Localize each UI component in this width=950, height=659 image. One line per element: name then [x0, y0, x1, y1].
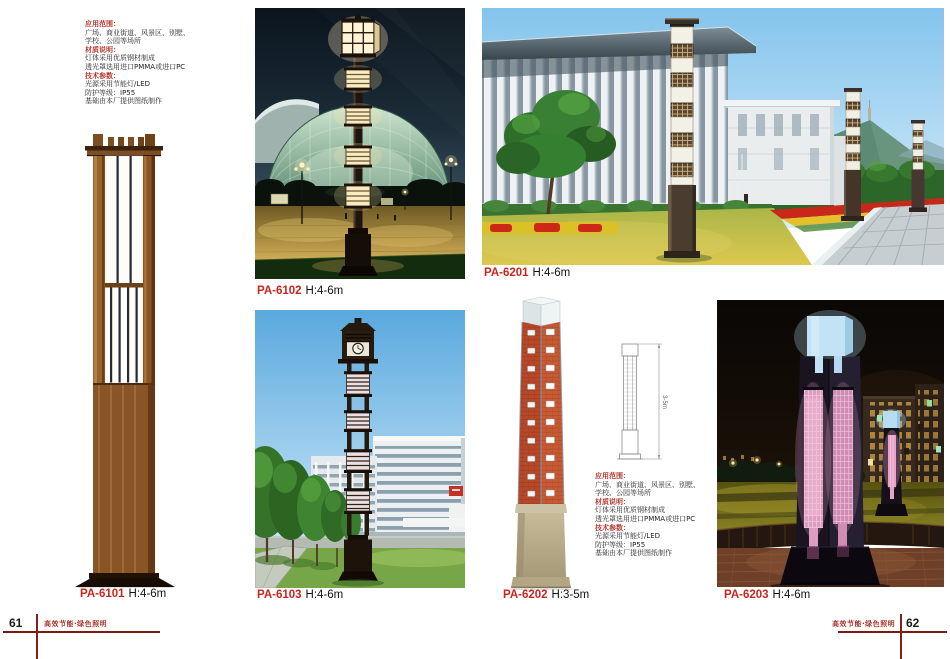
- pa6202-product-illustration: [492, 294, 600, 590]
- product-label-pa6101: [80, 588, 166, 600]
- lamp-louver-band: [344, 410, 372, 432]
- product-code: PA-6201: [484, 267, 529, 279]
- lamp-louver-band: [344, 488, 372, 514]
- lit-billboard: [271, 194, 288, 204]
- product-label-pa6102: [257, 285, 343, 297]
- spec-app-title: 应用范围：: [85, 20, 120, 28]
- lamp-louver-band: [344, 449, 372, 473]
- pa6202-dimension-drawing: [610, 342, 672, 462]
- spec-line: 灯体采用优质钢材制成: [85, 54, 155, 63]
- lamp-base: [780, 547, 880, 585]
- lamp-base: [344, 540, 372, 577]
- spec-line: 光源采用节能灯/LED: [595, 532, 661, 541]
- lamp-louver-band: [334, 103, 382, 129]
- pink-light-panel: [833, 390, 853, 524]
- pedestrian-silhouette: [345, 213, 347, 219]
- dimension-line: [638, 344, 662, 459]
- product-code: PA-6102: [257, 285, 302, 297]
- product-label-pa6203: [724, 589, 810, 601]
- spec-mat-title: 材质说明：: [595, 497, 630, 506]
- spec-line: 透光罩选用进口PMMA或进口PC: [85, 62, 186, 71]
- spec-line: 广场、商业街道、风景区、别墅、: [595, 480, 700, 489]
- product-label-pa6201: [484, 267, 570, 279]
- lamp-wood-column: [93, 383, 155, 573]
- frosted-top-cube: [523, 297, 560, 326]
- spec-line: 学校、公园等场所: [595, 489, 651, 498]
- lamp-louver-band: [334, 181, 382, 211]
- pa6101-product-illustration: [70, 130, 180, 588]
- spec-line: 防护等级：IP55: [85, 88, 136, 97]
- pa6102-photo: [255, 8, 465, 279]
- footer-slogan-left: 高效节能·绿色照明: [44, 620, 108, 628]
- page-number-left: 61: [9, 616, 23, 630]
- footer-rule-right: [838, 631, 947, 633]
- product-code: PA-6101: [80, 588, 125, 600]
- lamp-base: [668, 185, 696, 251]
- product-label-pa6103: [257, 589, 343, 601]
- spec-mat-title: 材质说明：: [85, 45, 120, 54]
- footer-rule-left: [3, 631, 160, 633]
- pedestrian-silhouette: [377, 214, 379, 219]
- spec-app-title: 应用范围：: [595, 472, 630, 480]
- lit-billboard: [381, 198, 393, 205]
- spec-block-left: [85, 20, 210, 106]
- footer-slogan-right: 高效节能·绿色照明: [832, 620, 896, 628]
- spec-line: 基础由本厂提供图纸制作: [85, 97, 162, 106]
- spec-line: 学校、公园等场所: [85, 37, 141, 46]
- pa6203-photo: [717, 300, 944, 587]
- spec-block-right: [595, 472, 720, 558]
- stone-pedestal: [509, 504, 573, 590]
- spec-line: 广场、商业街道、风景区、别墅、: [85, 28, 190, 37]
- lamp-head-lantern: [342, 22, 374, 54]
- spec-line: 基础由本厂提供图纸制作: [595, 549, 672, 558]
- dimension-text: 3-5m: [661, 395, 667, 409]
- pa6103-photo: [255, 310, 465, 588]
- product-height: H:4-6m: [128, 588, 167, 600]
- product-code: PA-6103: [257, 589, 302, 601]
- footer-divider-right: [900, 614, 902, 659]
- lamp-base: [75, 573, 175, 588]
- lamp-base: [345, 234, 371, 268]
- product-height: H:4-6m: [772, 589, 811, 601]
- product-label-pa6202: [503, 589, 589, 601]
- pa6201-photo: [482, 8, 944, 265]
- pedestrian-silhouette: [394, 215, 396, 221]
- product-code: PA-6202: [503, 589, 548, 601]
- brick-tower-body: [516, 320, 566, 510]
- spec-tech-title: 技术参数：: [85, 71, 120, 80]
- page-number-right: 62: [906, 616, 920, 630]
- spec-tech-title: 技术参数：: [595, 523, 630, 532]
- lamp-louver-band: [334, 143, 382, 169]
- product-code: PA-6203: [724, 589, 769, 601]
- footer-divider-left: [36, 614, 38, 659]
- product-height: H:4-6m: [305, 285, 344, 297]
- lamp-louver-band: [334, 65, 382, 93]
- spec-line: 光源采用节能灯/LED: [85, 80, 151, 89]
- spec-line: 灯体采用优质钢材制成: [595, 506, 665, 515]
- product-height: H:4-6m: [305, 589, 344, 601]
- lamp-crenellation: [93, 134, 155, 148]
- spec-line: 透光罩选用进口PMMA或进口PC: [595, 514, 696, 523]
- product-height: H:4-6m: [532, 267, 571, 279]
- lamp-louver-band: [344, 371, 372, 397]
- spec-line: 防护等级：IP55: [595, 540, 646, 549]
- product-height: H:3-5m: [551, 589, 590, 601]
